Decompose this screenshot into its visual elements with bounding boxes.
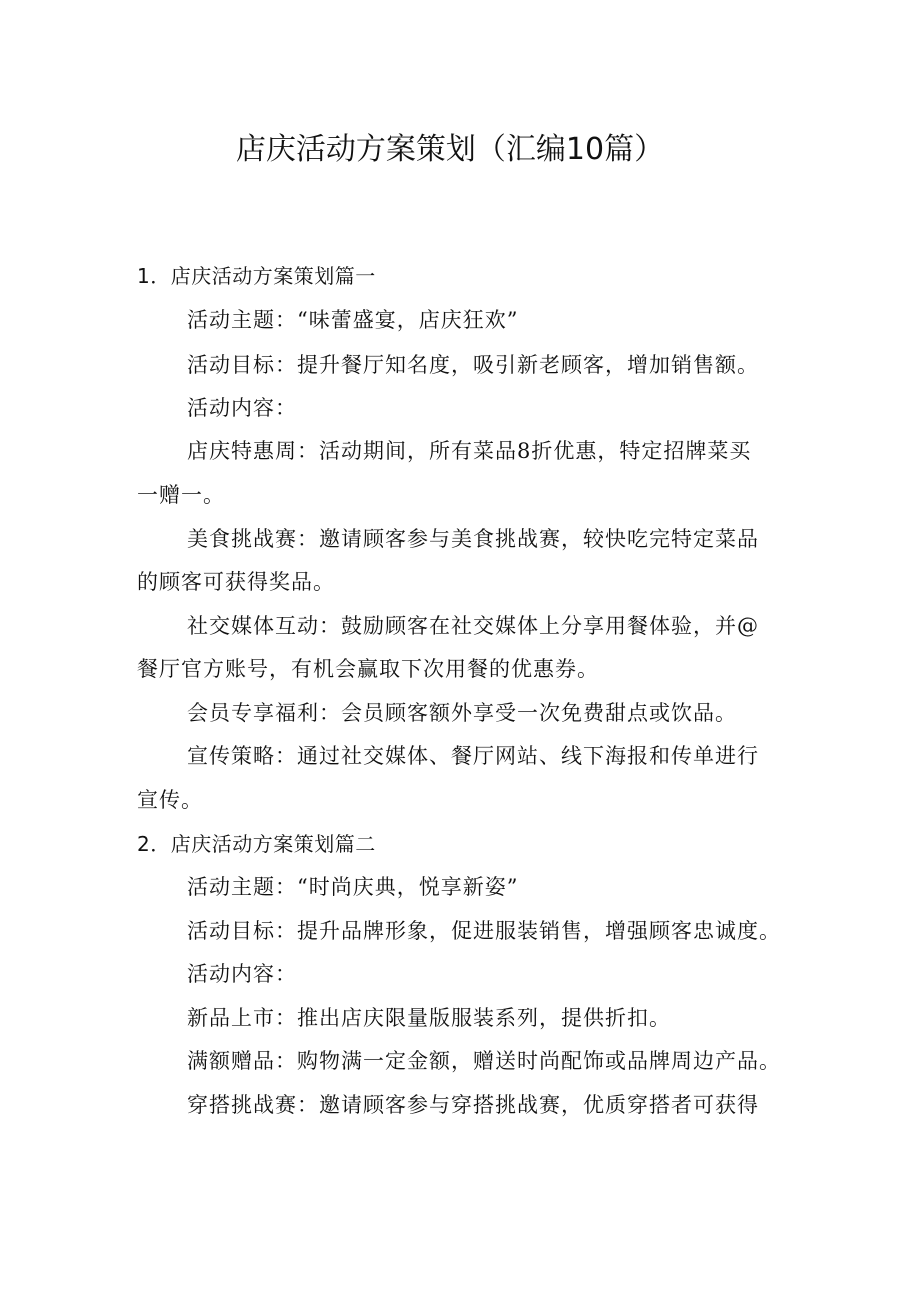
section-1-line-3: 活动内容： [187,396,297,420]
section-2-line-1: 活动主题：“时尚庆典，悦享新姿” [187,875,519,899]
section-1-line-5: 一赠一。 [137,483,225,507]
section-2-line-4: 新品上市：推出店庆限量版服装系列，提供折扣。 [187,1006,671,1030]
section-2-line-5: 满额赠品：购物满一定金额，赠送时尚配饰或品牌周边产品。 [187,1049,781,1073]
section-2-line-2: 活动目标：提升品牌形象，促进服装销售，增强顾客忠诚度。 [187,919,781,943]
section-1-line-12: 宣传。 [137,788,203,812]
section-1-line-10: 会员专享福利：会员顾客额外享受一次免费甜点或饮品。 [187,701,737,725]
section-1-line-7: 的顾客可获得奖品。 [137,570,335,594]
section-1-line-4: 店庆特惠周：活动期间，所有菜品8折优惠，特定招牌菜买 [187,439,752,463]
section-2-line-3: 活动内容： [187,962,297,986]
document-title: 店庆活动方案策划（汇编10篇） [235,132,665,167]
section-1-line-8: 社交媒体互动：鼓励顾客在社交媒体上分享用餐体验，并@ [187,614,759,638]
section-1-line-9: 餐厅官方账号，有机会赢取下次用餐的优惠券。 [137,657,599,681]
section-heading-2: 2．店庆活动方案策划篇二 [137,832,376,856]
section-1-line-1: 活动主题：“味蕾盛宴，店庆狂欢” [187,308,519,332]
section-1-line-11: 宣传策略：通过社交媒体、餐厅网站、线下海报和传单进行 [187,744,759,768]
section-2-line-6: 穿搭挑战赛：邀请顾客参与穿搭挑战赛，优质穿搭者可获得 [187,1093,759,1117]
section-heading-1: 1．店庆活动方案策划篇一 [137,264,376,288]
section-1-line-2: 活动目标：提升餐厅知名度，吸引新老顾客，增加销售额。 [187,353,759,377]
section-1-line-6: 美食挑战赛：邀请顾客参与美食挑战赛，较快吃完特定菜品 [187,527,759,551]
